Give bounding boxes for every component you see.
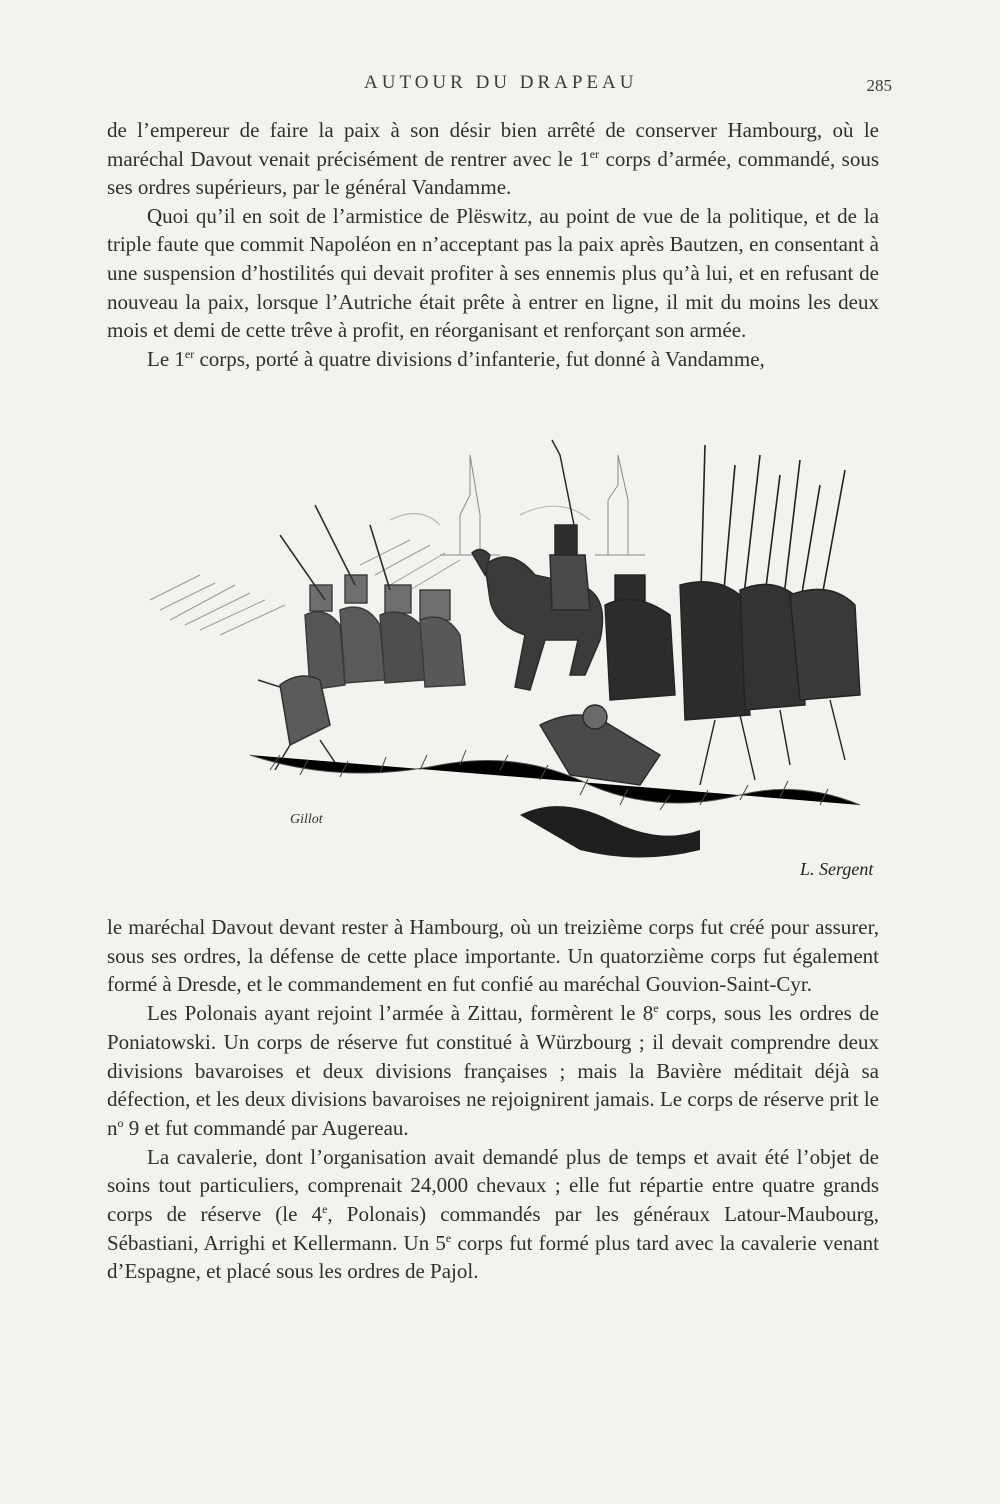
text-block-bottom [107,913,879,1286]
paragraph-continuation: de l’empereur de faire la paix à son désir bien arrêté de conserver Hambourg, où le maréchal Davout venait précisément de rentrer avec le 1er corps d’armée, commandé, sous ses ordres supérieurs, par le général Vandamme. [107,118,879,200]
paragraph-armistice: Quoi qu’il en soit de l’armistice de Plëswitz, au point de vue de la politique, et de la triple faute que commit Napoléon en n’acceptant pas la paix après Bautzen, en consentant à une suspension d’hostilités qui devait profiter à ses ennemis plus qu’à lui, et en refusant de nouveau la paix, lorsque l’Autriche était prête à entrer en ligne, il mit du moins les deux mois et demi de cette trêve à profit, en réorganisant et renforçant son armée. [107,203,879,343]
paragraph-cavalerie: La cavalerie, dont l’organisation avait demandé plus de temps et avait été l’objet de soins tout particuliers, comprenait 24,000 chevaux ; elle fut répartie entre quatre grands corps de réserve (le 4e, Polonais) commandés par les généraux Latour-Maubourg, Sébastiani, Arrighi et Kellermann. Un 5e corps fut formé plus tard avec la cavalerie venant d’Espagne, et placé sous les ordres de Pajol. [107,1144,879,1284]
paragraph-polonais: Les Polonais ayant rejoint l’armée à Zittau, formèrent le 8e corps, sous les ordres de Poniatowski. Un corps de réserve fut constitué à Würzbourg ; il devait comprendre deux divisions bavaroises et deux divisions françaises ; mais la Bavière méditait déjà sa défection, et les deux divisions bavaroises ne rejoignirent jamais. Le corps de réserve prit le $n^o$ 9 et fut commandé par Augereau. [107,1001,879,1140]
paragraph-davout: le maréchal Davout devant rester à Hambourg, où un treizième corps fut créé pour assurer, sous ses ordres, la défense de cette place importante. Un quatorzième corps fut également formé à Dresde, et le commandement en fut confié au maréchal Gouvion-Saint-Cyr. [107,915,879,997]
page-number: 285 [866,76,892,95]
artist-signature: L. Sergent [800,859,874,879]
paragraph-first-corps: Le 1er corps, porté à quatre divisions d’infanterie, fut donné à Vandamme, [147,346,765,371]
text-block-top [107,116,879,373]
battle-engraving [140,425,880,895]
engraver-signature: Gillot [290,812,323,827]
running-head: AUTOUR DU DRAPEAU [364,72,638,93]
